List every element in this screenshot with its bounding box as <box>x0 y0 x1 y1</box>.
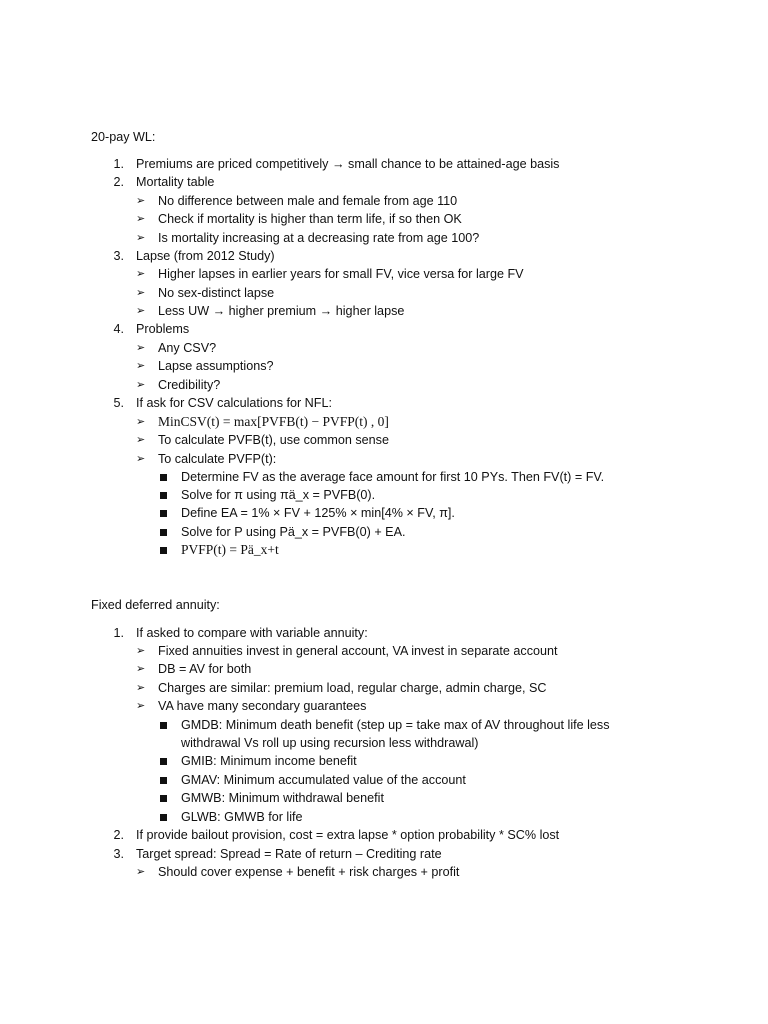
list-item: GLWB: GMWB for life <box>181 810 303 824</box>
arrowhead-bullet-icon: ➢ <box>136 416 146 428</box>
list-number: 2. <box>113 828 124 842</box>
list-item: Determine FV as the average face amount for first 10 PYs. Then FV(t) = FV. <box>181 470 605 484</box>
arrowhead-bullet-icon: ➢ <box>136 342 146 354</box>
list-item: If asked to compare with variable annuity: <box>136 626 368 640</box>
formula-item: MinCSV(t) = max[PVFB(t) − PVFP(t) , 0] <box>158 414 389 429</box>
list-item: To calculate PVFP(t): <box>158 452 277 466</box>
square-bullet-icon <box>160 474 167 481</box>
list-number: 1. <box>113 626 124 640</box>
list-item: No difference between male and female from age 110 <box>158 194 458 208</box>
list-item: Fixed annuities invest in general account, VA invest in separate account <box>158 644 558 658</box>
list-item: GMIB: Minimum income benefit <box>181 754 357 768</box>
list-item-continuation: withdrawal Vs roll up using recursion less withdrawal) <box>181 736 479 750</box>
list-item: Any CSV? <box>158 341 217 355</box>
arrowhead-bullet-icon: ➢ <box>136 268 146 280</box>
list-item: Mortality table <box>136 175 215 189</box>
list-item: DB = AV for both <box>158 662 252 676</box>
list-number: 2. <box>113 175 124 189</box>
square-bullet-icon <box>160 547 167 554</box>
list-item: GMDB: Minimum death benefit (step up = take max of AV throughout life less <box>181 718 610 732</box>
list-number: 1. <box>113 157 124 171</box>
section-heading: 20-pay WL: <box>91 130 156 144</box>
list-item: Premiums are priced competitively → small chance to be attained-age basis <box>136 157 560 171</box>
arrowhead-bullet-icon: ➢ <box>136 195 146 207</box>
arrowhead-bullet-icon: ➢ <box>136 213 146 225</box>
square-bullet-icon <box>160 529 167 536</box>
section-heading: Fixed deferred annuity: <box>91 598 220 612</box>
arrowhead-bullet-icon: ➢ <box>136 663 146 675</box>
square-bullet-icon <box>160 814 167 821</box>
list-item: To calculate PVFB(t), use common sense <box>158 433 389 447</box>
list-item: Lapse (from 2012 Study) <box>136 249 275 263</box>
list-item: GMWB: Minimum withdrawal benefit <box>181 791 384 805</box>
arrowhead-bullet-icon: ➢ <box>136 305 146 317</box>
list-number: 3. <box>113 249 124 263</box>
list-item: GMAV: Minimum accumulated value of the account <box>181 773 466 787</box>
list-item: VA have many secondary guarantees <box>158 699 367 713</box>
list-item: Target spread: Spread = Rate of return – Crediting rate <box>136 847 442 861</box>
list-number: 3. <box>113 847 124 861</box>
list-item: Lapse assumptions? <box>158 359 274 373</box>
list-number: 5. <box>113 396 124 410</box>
arrowhead-bullet-icon: ➢ <box>136 287 146 299</box>
list-item: Credibility? <box>158 378 221 392</box>
arrowhead-bullet-icon: ➢ <box>136 434 146 446</box>
arrowhead-bullet-icon: ➢ <box>136 232 146 244</box>
list-item: If provide bailout provision, cost = extra lapse * option probability * SC% lost <box>136 828 560 842</box>
square-bullet-icon <box>160 795 167 802</box>
list-item: Define EA = 1% × FV + 125% × min[4% × FV, π]. <box>181 506 455 520</box>
list-item: Should cover expense + benefit + risk charges + profit <box>158 865 460 879</box>
arrowhead-bullet-icon: ➢ <box>136 700 146 712</box>
arrowhead-bullet-icon: ➢ <box>136 360 146 372</box>
arrowhead-bullet-icon: ➢ <box>136 866 146 878</box>
list-item: Charges are similar: premium load, regular charge, admin charge, SC <box>158 681 547 695</box>
square-bullet-icon <box>160 492 167 499</box>
formula-item: PVFP(t) = Pä_x+t <box>181 542 279 557</box>
arrowhead-bullet-icon: ➢ <box>136 379 146 391</box>
list-item: Solve for π using πä_x = PVFB(0). <box>181 488 376 502</box>
square-bullet-icon <box>160 777 167 784</box>
list-item: Less UW → higher premium → higher lapse <box>158 304 405 318</box>
arrowhead-bullet-icon: ➢ <box>136 645 146 657</box>
square-bullet-icon <box>160 510 167 517</box>
arrowhead-bullet-icon: ➢ <box>136 682 146 694</box>
arrowhead-bullet-icon: ➢ <box>136 453 146 465</box>
list-item: No sex-distinct lapse <box>158 286 275 300</box>
list-number: 4. <box>113 322 124 336</box>
list-item: Problems <box>136 322 190 336</box>
list-item: Check if mortality is higher than term life, if so then OK <box>158 212 462 226</box>
list-item: Solve for P using Pä_x = PVFB(0) + EA. <box>181 525 406 539</box>
square-bullet-icon <box>160 722 167 729</box>
list-item: Higher lapses in earlier years for small FV, vice versa for large FV <box>158 267 524 281</box>
list-item: Is mortality increasing at a decreasing rate from age 100? <box>158 231 480 245</box>
square-bullet-icon <box>160 758 167 765</box>
list-item: If ask for CSV calculations for NFL: <box>136 396 332 410</box>
